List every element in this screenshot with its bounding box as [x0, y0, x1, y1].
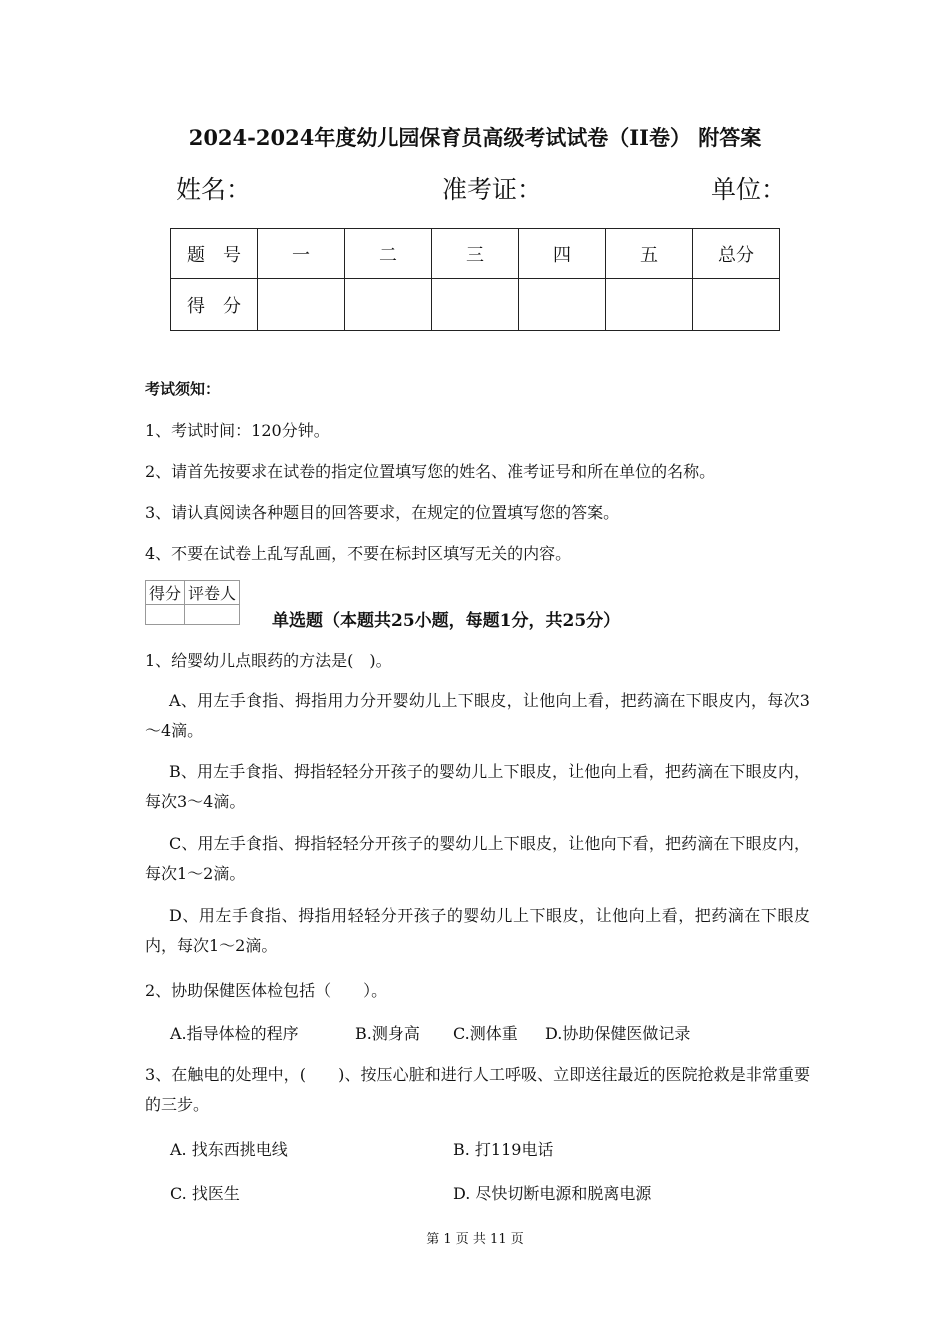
question-option: D. 尽快切断电源和脱离电源: [453, 1184, 652, 1203]
question-stem: 1、给婴幼儿点眼药的方法是( )。: [145, 651, 392, 670]
grader-name-label: 评卷人: [185, 581, 240, 605]
score-input-cell[interactable]: [258, 279, 345, 331]
grader-name-cell[interactable]: [185, 605, 240, 625]
question-option: D.协助保健医做记录: [545, 1024, 691, 1043]
score-table-score-row: [171, 279, 780, 331]
question-option: C. 找医生: [170, 1184, 240, 1203]
notice-item: 2、请首先按要求在试卷的指定位置填写您的姓名、准考证号和所在单位的名称。: [145, 462, 716, 481]
unit-label: 单位：: [711, 175, 787, 204]
score-input-cell[interactable]: [519, 279, 606, 331]
name-label: 姓名：: [176, 175, 252, 204]
score-table-cell: 四: [519, 229, 606, 279]
notice-heading: 考试须知：: [145, 380, 221, 398]
score-table-cell: 得 分: [171, 279, 258, 331]
question-option: C、用左手食指、拇指轻轻分开孩子的婴幼儿上下眼皮，让他向下看，把药滴在下眼皮内，每次1～2滴。: [145, 834, 810, 883]
score-table-cell: 题 号: [171, 229, 258, 279]
question-stem: 2、协助保健医体检包括（ ）。: [145, 981, 388, 1000]
notice-item: 4、不要在试卷上乱写乱画，不要在标封区填写无关的内容。: [145, 544, 572, 563]
question-option: C.测体重: [453, 1024, 518, 1043]
question-option: A. 找东西挑电线: [170, 1140, 288, 1159]
score-table-header-row: [171, 229, 780, 279]
grader-score-cell[interactable]: [146, 605, 185, 625]
question-stem: 3、在触电的处理中，( )、按压心脏和进行人工呼吸、立即送往最近的医院抢救是非常重要的三步。: [145, 1065, 810, 1114]
question-option: B. 打119电话: [453, 1140, 554, 1159]
score-table: [170, 228, 780, 331]
grader-table: [145, 580, 240, 625]
section-title: 单选题（本题共25小题，每题1分，共25分）: [272, 611, 621, 631]
score-table-cell: 总分: [693, 229, 780, 279]
notice-item: 3、请认真阅读各种题目的回答要求，在规定的位置填写您的答案。: [145, 503, 620, 522]
score-input-cell[interactable]: [693, 279, 780, 331]
page-title: 2024-2024年度幼儿园保育员高级考试试卷（II卷） 附答案: [188, 125, 762, 150]
notice-item: 1、考试时间：120分钟。: [145, 421, 330, 440]
grader-score-label: 得分: [146, 581, 185, 605]
question-option: D、用左手食指、拇指用轻轻分开孩子的婴幼儿上下眼皮，让他向上看，把药滴在下眼皮内，每次1～2滴。: [145, 906, 810, 955]
score-input-cell[interactable]: [345, 279, 432, 331]
score-input-cell[interactable]: [606, 279, 693, 331]
exam-id-label: 准考证：: [442, 175, 543, 204]
page-footer: 第 1 页 共 11 页: [426, 1232, 524, 1247]
question-option: A、用左手食指、拇指用力分开婴幼儿上下眼皮，让他向上看，把药滴在下眼皮内，每次3～4滴。: [145, 691, 810, 740]
score-table-cell: 五: [606, 229, 693, 279]
score-table-cell: 三: [432, 229, 519, 279]
question-option: B、用左手食指、拇指轻轻分开孩子的婴幼儿上下眼皮，让他向上看，把药滴在下眼皮内，每次3～4滴。: [145, 762, 810, 811]
score-input-cell[interactable]: [432, 279, 519, 331]
score-table-cell: 二: [345, 229, 432, 279]
question-option: A.指导体检的程序: [170, 1024, 299, 1043]
score-table-cell: 一: [258, 229, 345, 279]
question-option: B.测身高: [355, 1024, 420, 1043]
